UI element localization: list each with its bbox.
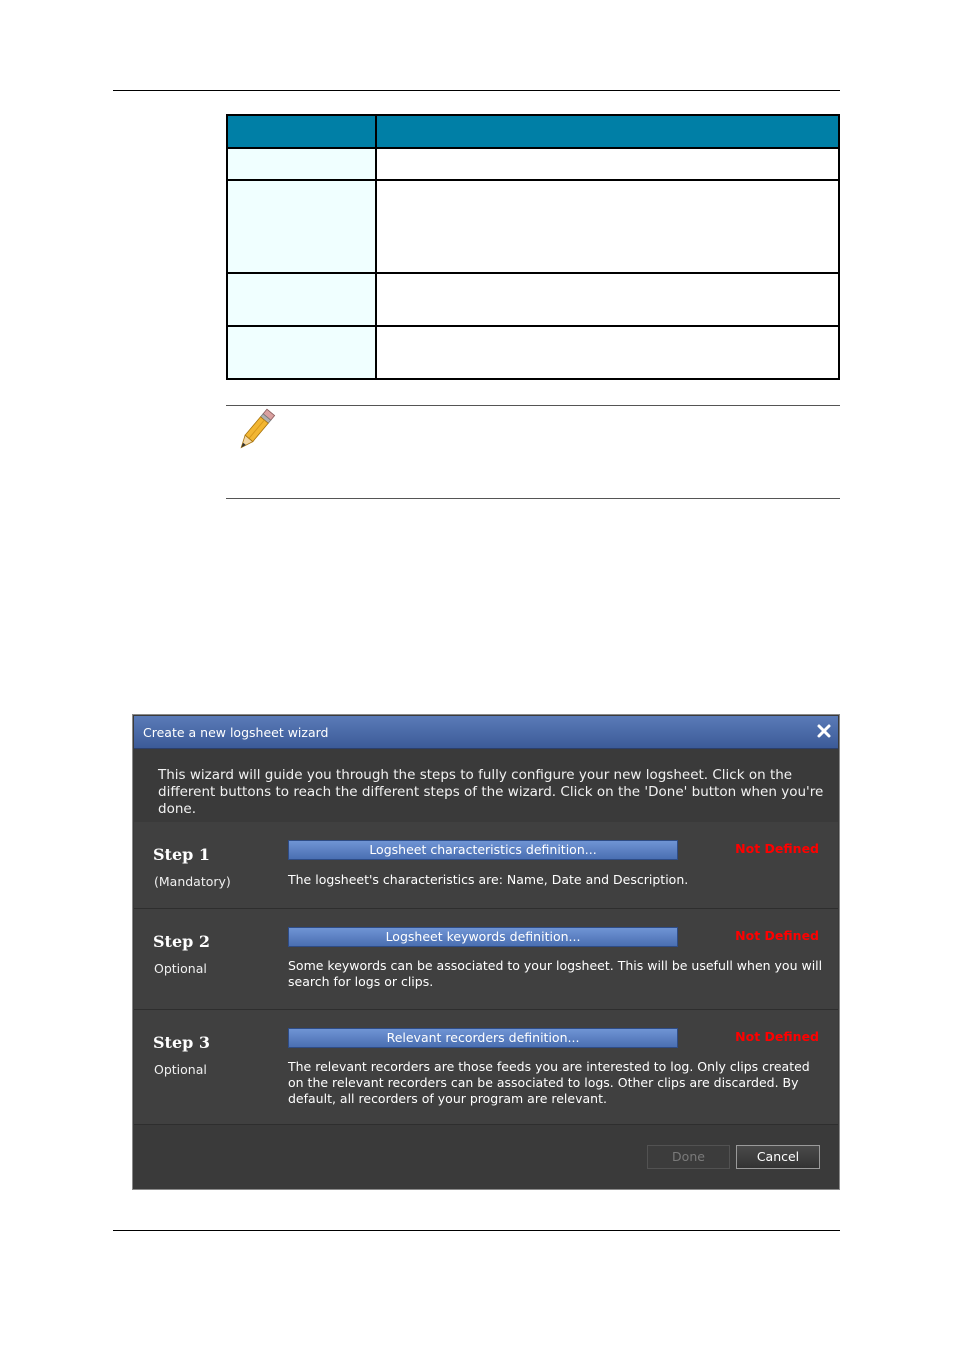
- done-button[interactable]: Done: [647, 1145, 730, 1169]
- step-description: The logsheet's characteristics are: Name, Date and Description.: [288, 872, 689, 887]
- dialog-title: Create a new logsheet wizard: [143, 725, 329, 740]
- table-cell: [227, 148, 376, 180]
- step-3-panel: [134, 1010, 838, 1125]
- table-row: [227, 273, 839, 326]
- table-header-cell: [227, 115, 376, 148]
- step-description: Some keywords can be associated to your logsheet. This will be usefull when you will search for logs or clips.: [288, 958, 823, 989]
- step-description: The relevant recorders are those feeds you are interested to log. Only clips created on the relevant recorders can be associated to logs. Other clips are discarded. By default, all recorders of your program are relevant.: [288, 1059, 810, 1106]
- status-badge: Not Defined: [735, 841, 819, 856]
- logsheet-characteristics-button[interactable]: Logsheet characteristics definition...: [288, 840, 678, 860]
- table-cell: [376, 273, 839, 326]
- step-title: Step 2: [153, 932, 211, 951]
- table-cell: [227, 273, 376, 326]
- table-row: [227, 148, 839, 180]
- note-top-rule: [226, 405, 840, 406]
- intro-text: This wizard will guide you through the steps to fully configure your new logsheet. Click on the different buttons to reach the different steps of the wizard. Click on the 'Done' button when you're done.: [158, 767, 824, 817]
- relevant-recorders-button[interactable]: Relevant recorders definition...: [288, 1028, 678, 1048]
- step-title: Step 3: [153, 1033, 211, 1052]
- close-icon[interactable]: [815, 722, 833, 740]
- dialog-titlebar[interactable]: [134, 716, 838, 749]
- step-subtitle: Optional: [154, 961, 207, 976]
- note-bottom-rule: [226, 498, 840, 499]
- table-header-cell: [376, 115, 839, 148]
- step-subtitle: Optional: [154, 1062, 207, 1077]
- table-cell: [227, 326, 376, 379]
- table-cell: [376, 148, 839, 180]
- footer-rule: [113, 1230, 840, 1231]
- table-row: [227, 326, 839, 379]
- table-header-row: [227, 115, 839, 148]
- status-badge: Not Defined: [735, 1029, 819, 1044]
- header-rule: [113, 90, 840, 91]
- doc-table: [226, 114, 840, 380]
- table-cell: [227, 180, 376, 273]
- status-badge: Not Defined: [735, 928, 819, 943]
- pencil-icon: [232, 407, 280, 453]
- step-title: Step 1: [153, 845, 211, 864]
- cancel-button[interactable]: Cancel: [736, 1145, 820, 1169]
- step-subtitle: (Mandatory): [154, 874, 231, 889]
- step-1-panel: [134, 822, 838, 909]
- table-cell: [376, 326, 839, 379]
- logsheet-keywords-button[interactable]: Logsheet keywords definition...: [288, 927, 678, 947]
- wizard-dialog: [132, 714, 840, 1190]
- table-cell: [376, 180, 839, 273]
- step-2-panel: [134, 909, 838, 1010]
- table-row: [227, 180, 839, 273]
